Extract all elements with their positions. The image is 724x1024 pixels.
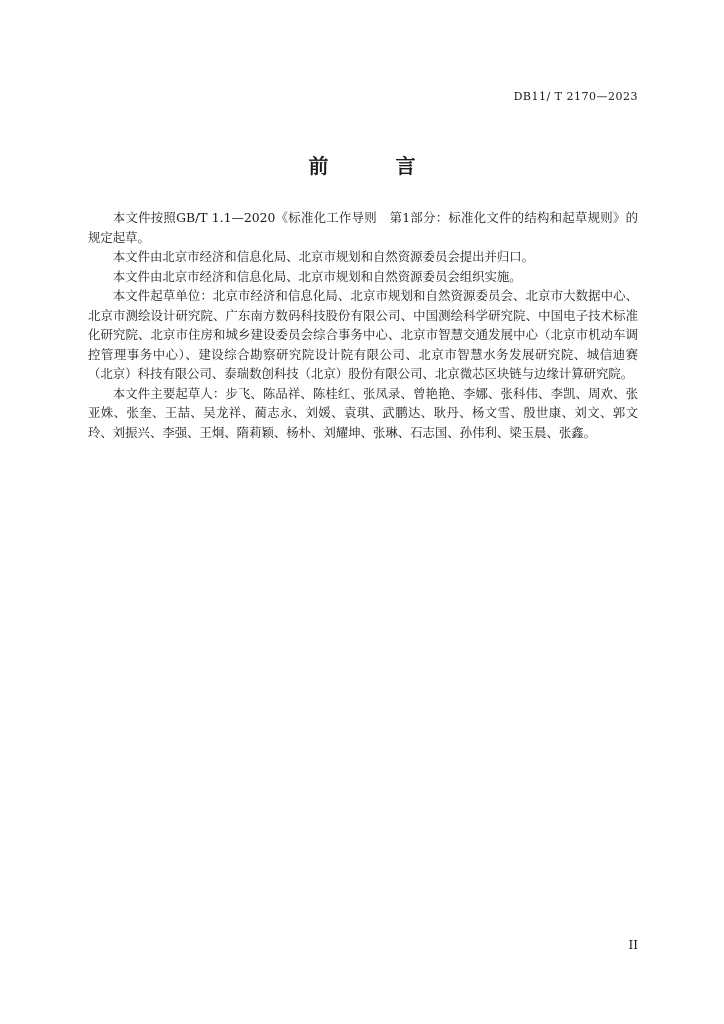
paragraph-proposer: 本文件由北京市经济和信息化局、北京市规划和自然资源委员会提出并归口。	[112, 249, 535, 264]
page-number: II	[628, 938, 638, 952]
document-code: DB11/ T 2170—2023	[513, 90, 638, 103]
paragraph-drafting-units: 本文件起草单位：北京市经济和信息化局、北京市规划和自然资源委员会、北京市大数据中心、北京市测绘设计研究院、广东南方数码科技股份有限公司、中国测绘科学研究院、中国电子技术标准化研究院、北京市住房和城乡建设委员会综合事务中心、北京市智慧交通发展中心（北京市机动车调控管理事务中心）、建设综合勘察研究院设计院有限公司、北京市智慧水务发展研究院、城信迪赛（北京）科技有限公司、泰瑞数创科技（北京）股份有限公司、北京微芯区块链与边缘计算研究院。	[88, 288, 638, 381]
paragraph-drafters: 本文件主要起草人：步飞、陈品祥、陈桂红、张凤录、曾艳艳、李娜、张科伟、李凯、周欢、张亚姝、张奎、王喆、吴龙祥、蔺志永、刘媛、袁琪、武鹏达、耿丹、杨文雪、殷世康、刘文、郭文玲、刘振兴、李强、王炯、隋莉颖、杨朴、刘耀坤、张琳、石志国、孙伟利、梁玉晨、张鑫。	[88, 385, 638, 440]
paragraph-drafting-basis: 本文件按照GB/T 1.1—2020《标准化工作导则 第1部分：标准化文件的结构和起草规则》的规定起草。	[88, 210, 638, 245]
paragraph-implementer: 本文件由北京市经济和信息化局、北京市规划和自然资源委员会组织实施。	[112, 268, 522, 284]
page-title: 前 言	[308, 154, 446, 178]
document-body	[88, 208, 638, 442]
